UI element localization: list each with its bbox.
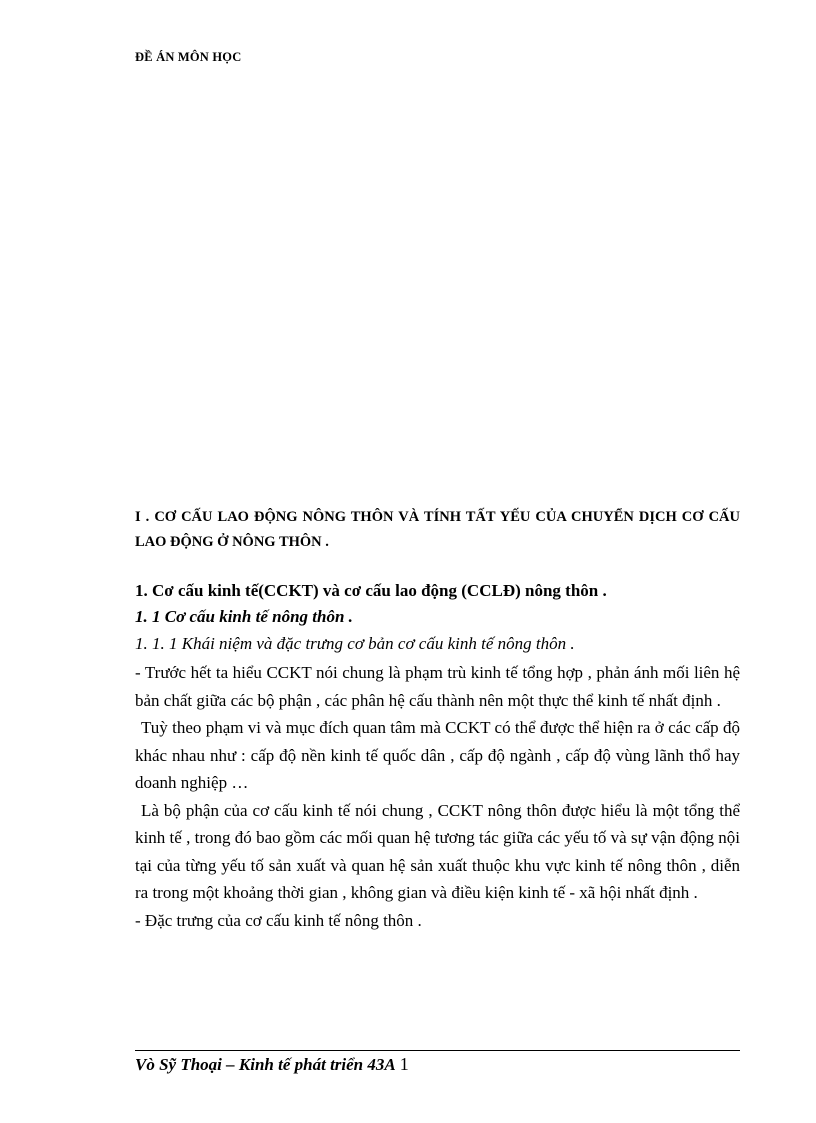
page-header-title: ĐỀ ÁN MÔN HỌC: [135, 50, 242, 64]
heading-1-1: 1. 1 Cơ cấu kinh tế nông thôn .: [135, 607, 353, 626]
paragraph-scope: Tuỳ theo phạm vi và mục đích quan tâm mà CCKT có thể được thể hiện ra ở các cấp độ khác nhau như : cấp độ nền kinh tế quốc dân , cấp độ ngành , cấp độ vùng lãnh thổ hay doanh nghiệp …: [135, 718, 740, 792]
paragraph-definition: - Trước hết ta hiểu CCKT nói chung là phạm trù kinh tế tổng hợp , phản ánh mối liên hệ bản chất giữa các bộ phận , các phân hệ cấu thành nên một thực thể kinh tế nhất định .: [135, 663, 740, 710]
body-paragraphs: [135, 659, 740, 934]
footer-author: Vò Sỹ Thoại – Kinh tế phát triển 43A: [135, 1055, 396, 1074]
paragraph-rural-structure: Là bộ phận của cơ cấu kinh tế nói chung , CCKT nông thôn được hiểu là một tổng thể kinh tế , trong đó bao gồm các mối quan hệ tương tác giữa các yếu tố và sự vận động nội tại của từng yếu tố sản xuất và quan hệ sản xuất thuộc khu vực kinh tế nông thôn , diễn ra trong một khoảng thời gian , không gian và điều kiện kinh tế - xã hội nhất định .: [135, 800, 740, 902]
page-footer: [135, 1054, 409, 1075]
page-number: 1: [399, 1054, 409, 1074]
section-title: I . CƠ CẤU LAO ĐỘNG NÔNG THÔN VÀ TÍNH TẤT YẾU CỦA CHUYỂN DỊCH CƠ CẤU LAO ĐỘNG Ở NÔNG THÔN .: [135, 509, 740, 550]
heading-1: 1. Cơ cấu kinh tế(CCKT) và cơ cấu lao động (CCLĐ) nông thôn .: [135, 581, 607, 600]
footer-divider: [135, 1050, 740, 1051]
paragraph-characteristics: - Đặc trưng của cơ cấu kinh tế nông thôn .: [135, 910, 422, 930]
heading-1-1-1: 1. 1. 1 Khái niệm và đặc trưng cơ bản cơ cấu kinh tế nông thôn .: [135, 634, 575, 653]
